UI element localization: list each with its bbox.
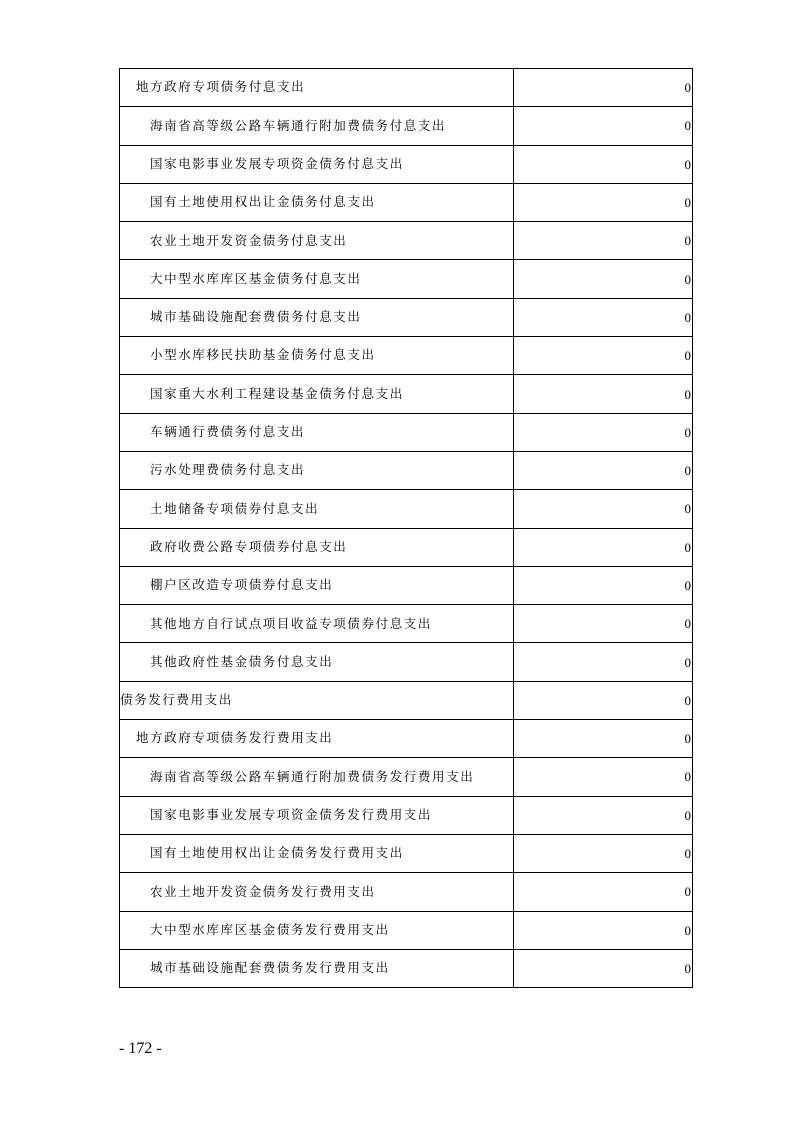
row-item-value: 0 (514, 298, 693, 336)
row-item-value: 0 (514, 605, 693, 643)
row-item-name: 农业土地开发资金债务发行费用支出 (120, 873, 514, 911)
table-row (120, 107, 693, 145)
row-item-value: 0 (514, 720, 693, 758)
table-row (120, 490, 693, 528)
row-item-name: 棚户区改造专项债券付息支出 (120, 566, 514, 604)
row-item-name: 大中型水库库区基金债务付息支出 (120, 260, 514, 298)
table-row (120, 605, 693, 643)
row-item-value: 0 (514, 69, 693, 107)
row-item-value: 0 (514, 375, 693, 413)
row-item-value: 0 (514, 145, 693, 183)
table-row (120, 69, 693, 107)
row-item-value: 0 (514, 643, 693, 681)
row-item-name: 其他地方自行试点项目收益专项债券付息支出 (120, 605, 514, 643)
row-item-name: 其他政府性基金债务付息支出 (120, 643, 514, 681)
row-item-value: 0 (514, 107, 693, 145)
table-row (120, 183, 693, 221)
row-item-name: 国有土地使用权出让金债务发行费用支出 (120, 834, 514, 872)
row-item-value: 0 (514, 490, 693, 528)
row-item-name: 债务发行费用支出 (120, 681, 514, 719)
row-item-value: 0 (514, 873, 693, 911)
table-row (120, 413, 693, 451)
row-item-name: 地方政府专项债务付息支出 (120, 69, 514, 107)
table-row (120, 796, 693, 834)
row-item-name: 车辆通行费债务付息支出 (120, 413, 514, 451)
table-row (120, 337, 693, 375)
table-row (120, 681, 693, 719)
row-item-value: 0 (514, 413, 693, 451)
table-row (120, 528, 693, 566)
row-item-name: 国家电影事业发展专项资金债务发行费用支出 (120, 796, 514, 834)
row-item-name: 污水处理费债务付息支出 (120, 451, 514, 489)
row-item-value: 0 (514, 681, 693, 719)
row-item-name: 国有土地使用权出让金债务付息支出 (120, 183, 514, 221)
row-item-name: 农业土地开发资金债务付息支出 (120, 222, 514, 260)
table-row (120, 566, 693, 604)
row-item-value: 0 (514, 949, 693, 987)
table-row (120, 260, 693, 298)
row-item-value: 0 (514, 337, 693, 375)
row-item-name: 土地储备专项债券付息支出 (120, 490, 514, 528)
table-row (120, 911, 693, 949)
row-item-value: 0 (514, 183, 693, 221)
table-row (120, 298, 693, 336)
table-row (120, 451, 693, 489)
table-row (120, 643, 693, 681)
row-item-name: 海南省高等级公路车辆通行附加费债务付息支出 (120, 107, 514, 145)
row-item-value: 0 (514, 528, 693, 566)
row-item-value: 0 (514, 451, 693, 489)
table-row (120, 949, 693, 987)
row-item-name: 大中型水库库区基金债务发行费用支出 (120, 911, 514, 949)
row-item-name: 小型水库移民扶助基金债务付息支出 (120, 337, 514, 375)
row-item-value: 0 (514, 796, 693, 834)
page-number: - 172 - (119, 1040, 162, 1057)
table-row (120, 758, 693, 796)
table-row (120, 834, 693, 872)
table-row (120, 222, 693, 260)
row-item-name: 地方政府专项债务发行费用支出 (120, 720, 514, 758)
row-item-value: 0 (514, 260, 693, 298)
row-item-name: 城市基础设施配套费债务付息支出 (120, 298, 514, 336)
row-item-name: 海南省高等级公路车辆通行附加费债务发行费用支出 (120, 758, 514, 796)
row-item-name: 城市基础设施配套费债务发行费用支出 (120, 949, 514, 987)
row-item-name: 国家重大水利工程建设基金债务付息支出 (120, 375, 514, 413)
budget-table (119, 68, 693, 988)
row-item-value: 0 (514, 758, 693, 796)
row-item-value: 0 (514, 834, 693, 872)
row-item-value: 0 (514, 911, 693, 949)
table-row (120, 720, 693, 758)
table-row (120, 145, 693, 183)
row-item-value: 0 (514, 566, 693, 604)
row-item-value: 0 (514, 222, 693, 260)
table-row (120, 873, 693, 911)
budget-table-body (120, 69, 693, 988)
table-row (120, 375, 693, 413)
row-item-name: 政府收费公路专项债券付息支出 (120, 528, 514, 566)
row-item-name: 国家电影事业发展专项资金债务付息支出 (120, 145, 514, 183)
